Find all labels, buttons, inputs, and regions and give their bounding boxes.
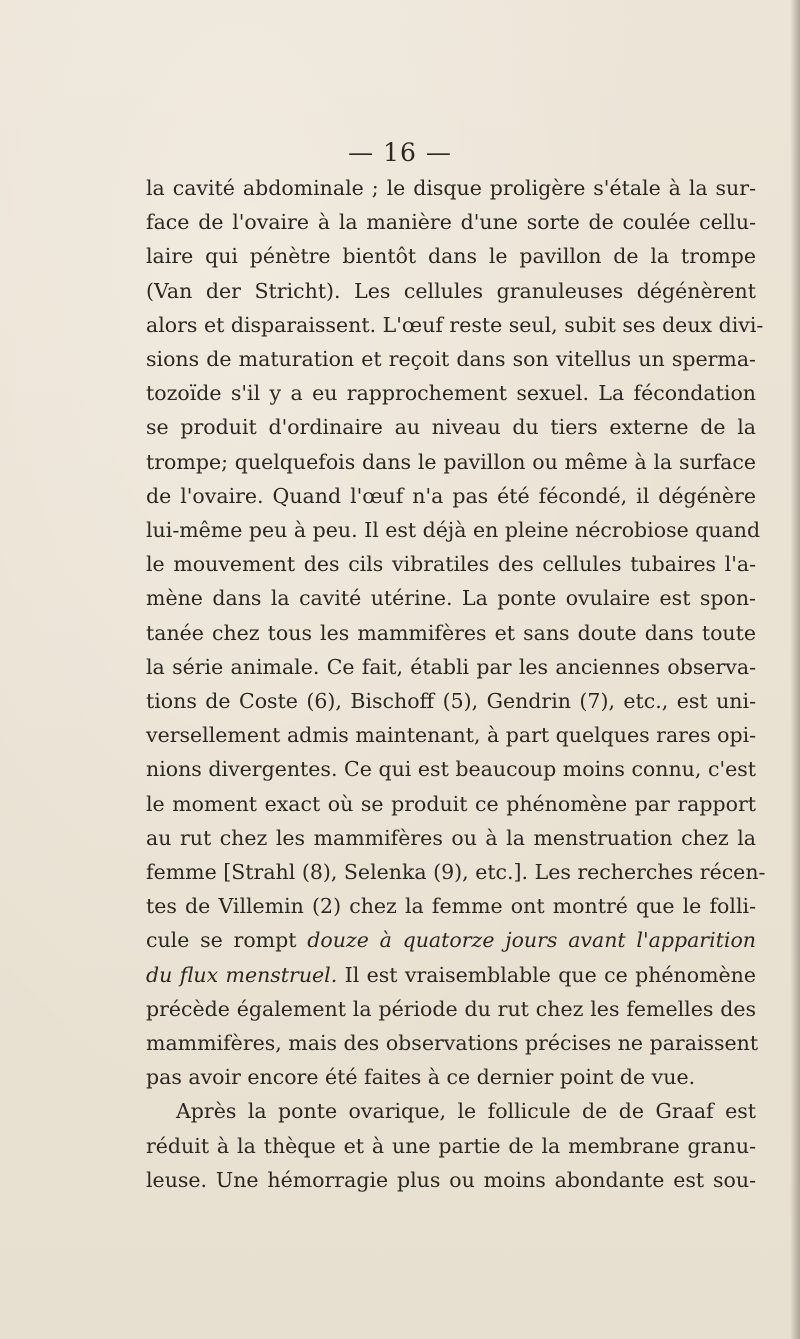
text-line: lui-même peu à peu. Il est déjà en pleine nécrobiose quand xyxy=(146,518,761,543)
text-line: le moment exact où se produit ce phénomène par rapport xyxy=(146,791,756,816)
text-line: Après la ponte ovarique, le follicule de de Graaf est xyxy=(176,1099,756,1124)
text-line: la cavité abdominale ; le disque proligère s'étale à la sur- xyxy=(146,176,756,200)
text-line: le mouvement des cils vibratiles des cellules tubaires l'a- xyxy=(146,552,756,577)
text-line: tes de Villemin (2) chez la femme ont montré que le folli- xyxy=(146,894,756,919)
text-line: tozoïde s'il y a eu rapprochement sexuel. La fécondation xyxy=(146,381,756,406)
text-line: au rut chez les mammifères ou à la menstruation chez la xyxy=(146,825,756,850)
text-line: alors et disparaissent. L'œuf reste seul, subit ses deux divi- xyxy=(146,312,764,337)
text-line: versellement admis maintenant, à part quelques rares opi- xyxy=(146,723,757,748)
text-line: mammifères, mais des observations précises ne paraissent xyxy=(146,1031,759,1056)
text-segment: cule se rompt xyxy=(146,928,308,953)
text-line: mène dans la cavité utérine. La ponte ovulaire est spon- xyxy=(146,586,756,611)
text-line: nions divergentes. Ce qui est beaucoup moins connu, c'est xyxy=(146,757,756,782)
page-edge-shadow xyxy=(790,0,800,1339)
text-line: pas avoir encore été faites à ce dernier point de vue. xyxy=(146,1065,696,1090)
text-line: de l'ovaire. Quand l'œuf n'a pas été fécondé, il dégénère xyxy=(146,483,756,508)
page-number: — 16 — xyxy=(348,138,452,167)
body-text xyxy=(146,171,766,1197)
text-segment: Il est vraisemblable que ce phénomène xyxy=(337,962,756,987)
text-line: leuse. Une hémorragie plus ou moins abondante est sou- xyxy=(146,1167,756,1192)
text-line: femme [Strahl (8), Selenka (9), etc.]. Les recherches récen- xyxy=(146,860,766,885)
text-line: tanée chez tous les mammifères et sans doute dans toute xyxy=(146,620,756,645)
text-line: sions de maturation et reçoit dans son vitellus un sperma- xyxy=(146,347,756,372)
italic-segment: douze à quatorze jours avant l'apparition xyxy=(307,928,756,953)
text-line: (Van der Stricht). Les cellules granuleuses dégénèrent xyxy=(146,278,756,303)
text-line: réduit à la thèque et à une partie de la membrane granu- xyxy=(146,1133,756,1158)
text-line: laire qui pénètre bientôt dans le pavillon de la trompe xyxy=(146,244,756,269)
text-line: tions de Coste (6), Bischoff (5), Gendrin (7), etc., est uni- xyxy=(146,689,756,714)
text-line: se produit d'ordinaire au niveau du tiers externe de la xyxy=(146,415,756,440)
text-line: trompe; quelquefois dans le pavillon ou même à la surface xyxy=(146,449,756,474)
text-line xyxy=(146,923,756,957)
text-line: la série animale. Ce fait, établi par les anciennes observa- xyxy=(146,654,756,679)
text-line xyxy=(146,958,756,992)
text-line: face de l'ovaire à la manière d'une sorte de coulée cellu- xyxy=(146,210,756,235)
italic-segment: du flux menstruel. xyxy=(146,962,338,987)
text-line: précède également la période du rut chez les femelles des xyxy=(146,996,756,1021)
